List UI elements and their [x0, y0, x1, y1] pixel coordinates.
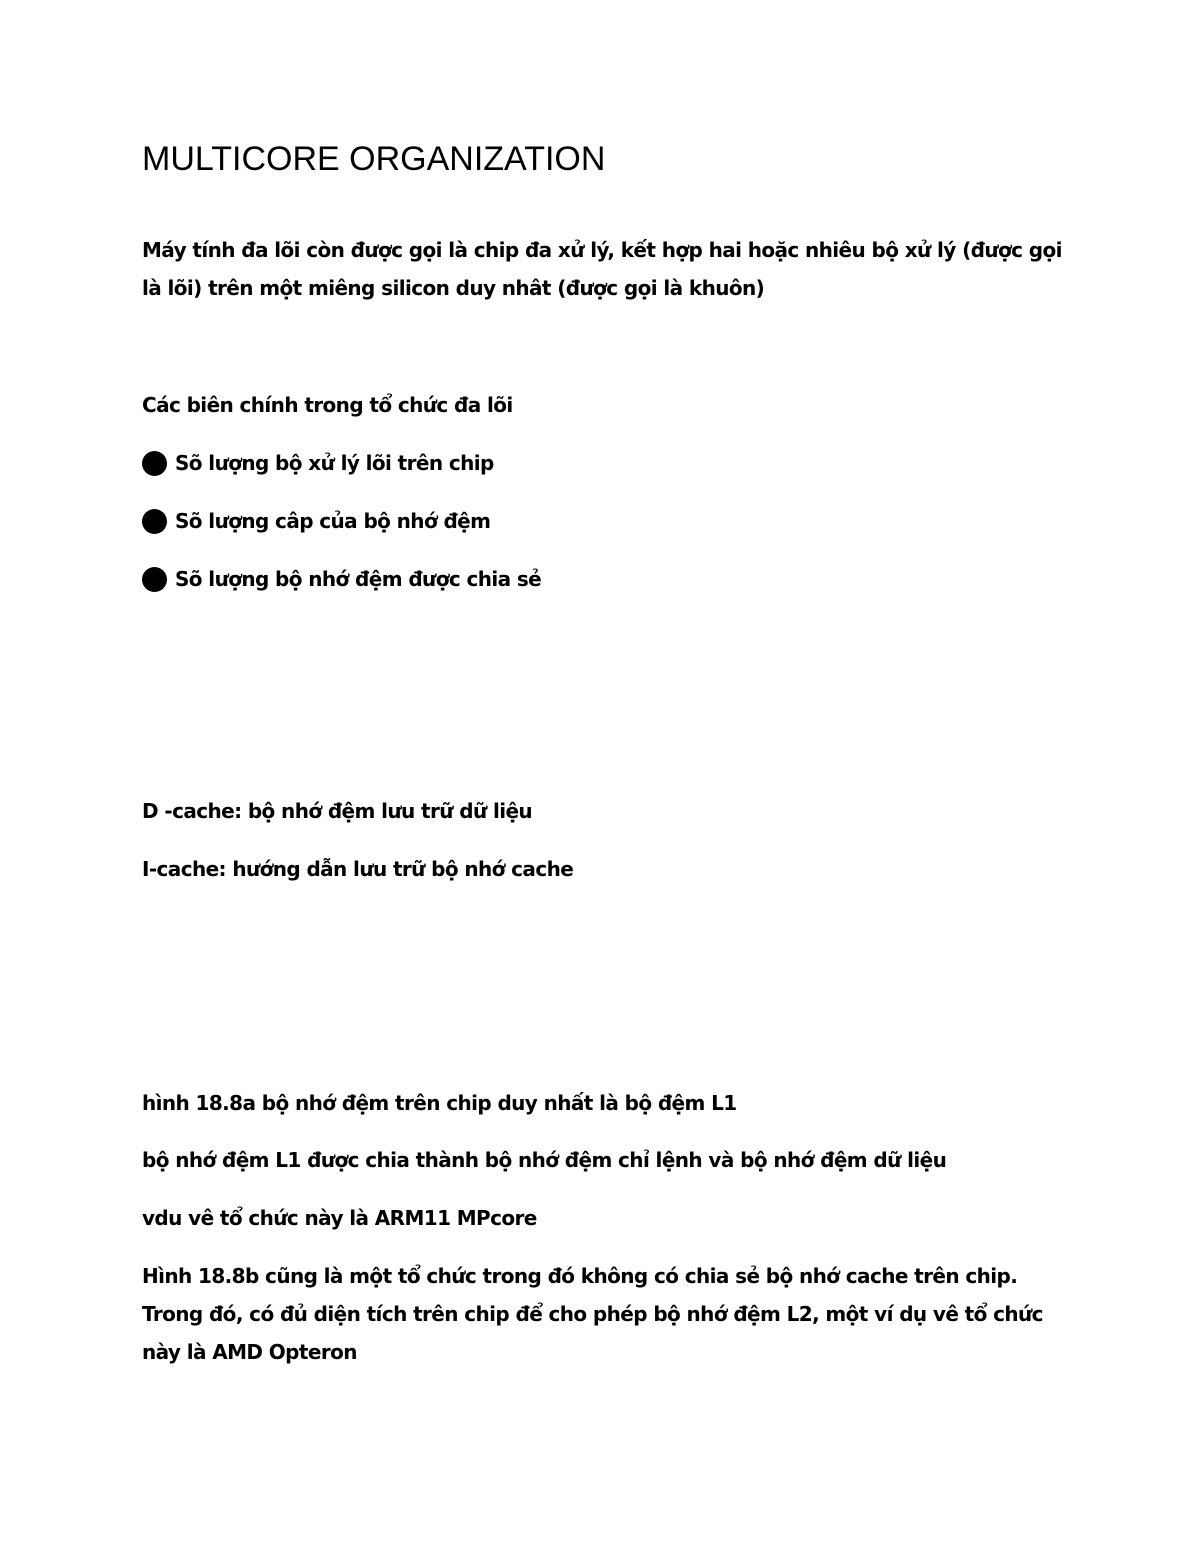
page-title: MULTICORE ORGANIZATION — [142, 140, 606, 178]
figure-a-line-2: bộ nhớ đệm L1 được chia thành bộ nhớ đệm chỉ lệnh và bộ nhớ đệm dữ liệu — [142, 1148, 947, 1172]
bullet-item — [142, 448, 494, 478]
variables-heading: Các biên chính trong tổ chức đa lõi — [142, 393, 513, 417]
bullet-text: Sõ lượng câp của bộ nhớ đệm — [175, 509, 491, 533]
bullet-item — [142, 506, 490, 536]
d-cache-definition: D -cache: bộ nhớ đệm lưu trữ dữ liệu — [142, 799, 533, 823]
bullet-dot-icon — [142, 509, 167, 534]
bullet-item — [142, 564, 541, 594]
bullet-dot-icon — [142, 567, 167, 592]
i-cache-definition: I-cache: hướng dẫn lưu trữ bộ nhớ cache — [142, 857, 574, 881]
figure-a-line-1: hình 18.8a bộ nhớ đệm trên chip duy nhất là bộ đệm L1 — [142, 1091, 737, 1115]
bullet-text: Sõ lượng bộ xử lý lõi trên chip — [175, 451, 494, 475]
intro-paragraph: Máy tính đa lõi còn được gọi là chip đa xử lý, kết hợp hai hoặc nhiêu bộ xử lý (được gọi là lõi) trên một miêng silicon duy nhât (được gọi là khuôn) — [142, 238, 1062, 300]
bullet-dot-icon — [142, 451, 167, 476]
figure-a-line-3: vdu vê tổ chức này là ARM11 MPcore — [142, 1206, 537, 1230]
bullet-text: Sõ lượng bộ nhớ đệm được chia sẻ — [175, 567, 542, 591]
figure-b-paragraph: Hình 18.8b cũng là một tổ chức trong đó không có chia sẻ bộ nhớ cache trên chip. Trong đó, có đủ diện tích trên chip để cho phép bộ nhớ đệm L2, một ví dụ vê tổ chức này là AMD Opteron — [142, 1264, 1043, 1364]
